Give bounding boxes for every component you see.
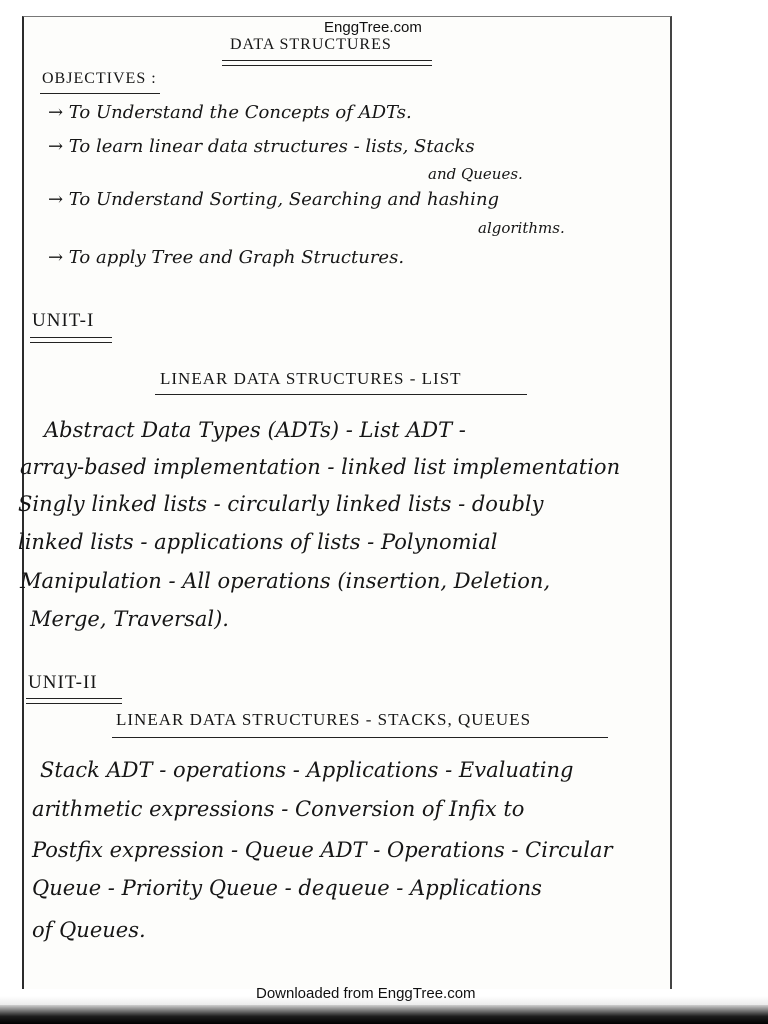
unit-title: LINEAR DATA STRUCTURES - STACKS, QUEUES — [116, 710, 532, 729]
unit-underline — [30, 337, 112, 338]
syllabus-line: Stack ADT - operations - Applications - Evaluating — [40, 758, 574, 782]
unit-underline-2 — [30, 342, 112, 343]
unit-underline-2 — [26, 703, 122, 704]
watermark-top: EnggTree.com — [324, 19, 422, 36]
syllabus-line: arithmetic expressions - Conversion of Infix to — [32, 797, 525, 821]
objective-item: → To apply Tree and Graph Structures. — [48, 247, 405, 268]
objective-item: → To Understand the Concepts of ADTs. — [48, 102, 412, 123]
objectives-heading: OBJECTIVES : — [42, 70, 157, 87]
syllabus-line: Merge, Traversal). — [30, 607, 229, 631]
title-underline-2 — [222, 65, 432, 66]
page-title: DATA STRUCTURES — [230, 36, 392, 53]
unit-underline — [26, 698, 122, 699]
unit-title: LINEAR DATA STRUCTURES - LIST — [160, 369, 462, 388]
syllabus-line: Postfix expression - Queue ADT - Operations - Circular — [32, 838, 613, 862]
syllabus-line: of Queues. — [32, 918, 146, 942]
scan-shadow — [0, 1005, 768, 1024]
objective-continuation: algorithms. — [478, 219, 565, 237]
objectives-underline — [40, 93, 160, 94]
watermark-bottom: Downloaded from EnggTree.com — [256, 985, 476, 1002]
title-underline — [222, 60, 432, 61]
unit-title-underline — [112, 737, 608, 738]
syllabus-line: Abstract Data Types (ADTs) - List ADT - — [44, 418, 466, 442]
syllabus-line: Singly linked lists - circularly linked lists - doubly — [18, 492, 544, 516]
unit-label: UNIT-I — [32, 310, 95, 331]
syllabus-line: Manipulation - All operations (insertion, Deletion, — [20, 569, 551, 593]
objective-continuation: and Queues. — [428, 165, 523, 183]
syllabus-line: linked lists - applications of lists - Polynomial — [18, 530, 498, 554]
objective-item: → To learn linear data structures - lists, Stacks — [48, 136, 475, 157]
syllabus-line: Queue - Priority Queue - dequeue - Applications — [32, 876, 542, 900]
unit-label: UNIT-II — [28, 672, 98, 693]
objective-item: → To Understand Sorting, Searching and hashing — [48, 189, 500, 210]
unit-title-underline — [155, 394, 527, 395]
syllabus-line: array-based implementation - linked list implementation — [20, 455, 621, 479]
